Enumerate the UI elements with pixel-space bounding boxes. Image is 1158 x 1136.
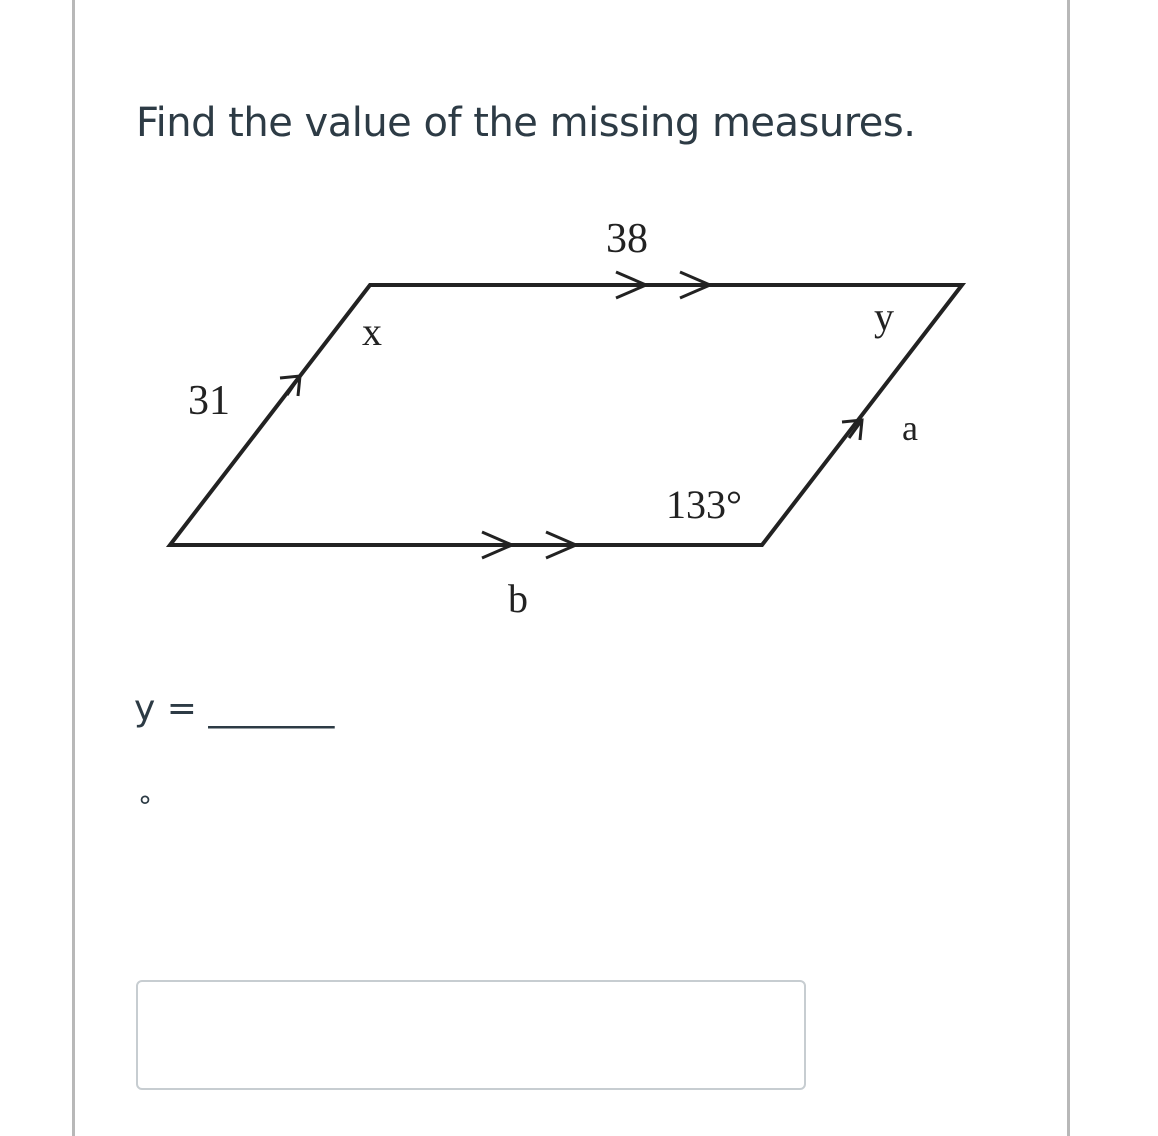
degree-unit: ° <box>138 790 152 823</box>
label-top-side: 38 <box>606 216 648 262</box>
question-text: Find the value of the missing measures. <box>136 100 916 146</box>
label-left-side: 31 <box>188 378 230 424</box>
label-angle-y: y <box>874 294 894 339</box>
label-side-b: b <box>508 576 528 621</box>
answer-prompt: y = _______ <box>134 688 335 729</box>
parallelogram-figure <box>150 200 990 630</box>
parallelogram-outline <box>170 285 962 545</box>
answer-input[interactable] <box>136 980 806 1090</box>
label-angle-133: 133° <box>666 482 742 527</box>
label-angle-x: x <box>362 309 382 354</box>
label-side-a: a <box>902 408 918 448</box>
